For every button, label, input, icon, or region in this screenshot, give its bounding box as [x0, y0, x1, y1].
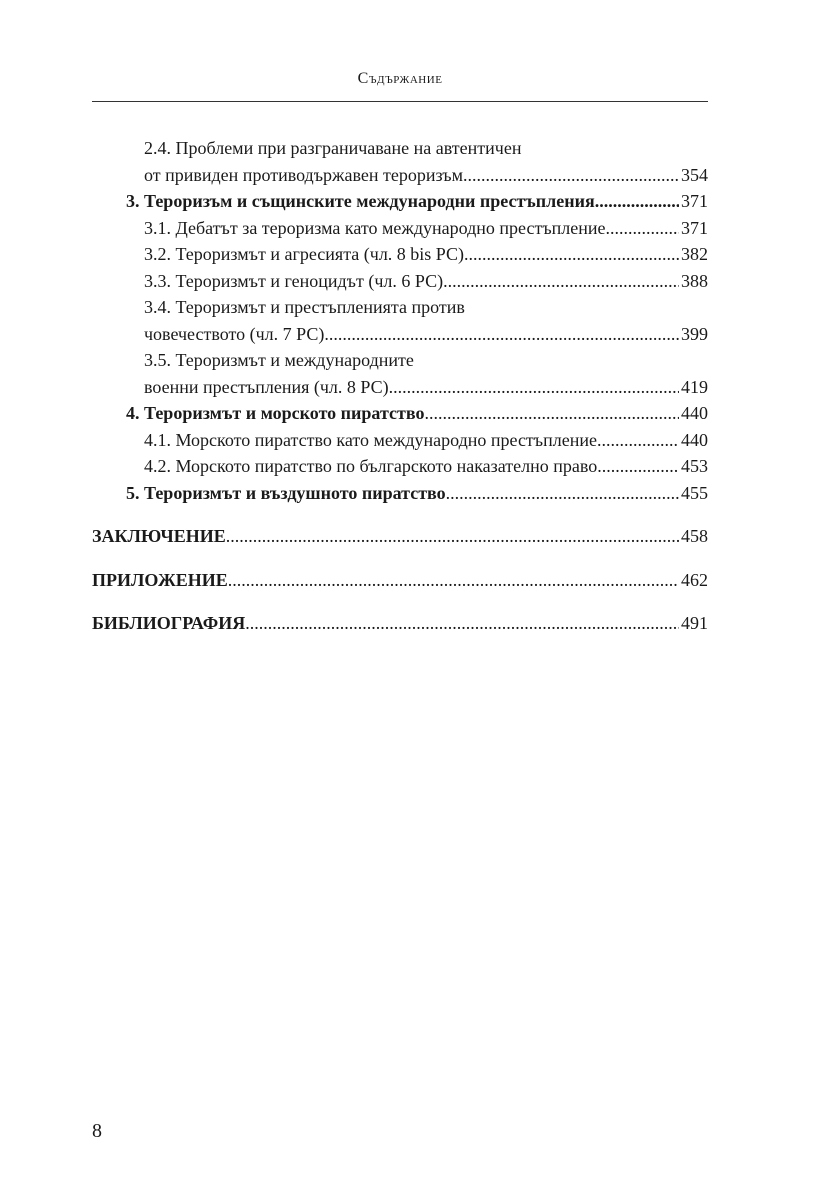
toc-entry-appendix[interactable] [92, 570, 708, 597]
toc-entry-text: 4.2. Морското пиратство по българското наказателно право [144, 456, 598, 476]
toc-entry-3-1[interactable] [92, 218, 708, 245]
page-number: 8 [92, 1120, 102, 1142]
dot-leader [226, 526, 679, 547]
toc-entry-3-3[interactable] [92, 271, 708, 298]
toc-entry-text: 3.3. Тероризмът и геноцидът (чл. 6 РС) [144, 270, 444, 291]
dot-leader [595, 191, 679, 212]
toc-entry-4-1[interactable] [92, 430, 708, 457]
toc-entry-text: БИБЛИОГРАФИЯ [92, 613, 246, 633]
toc-entry-2-4-line2[interactable] [92, 165, 708, 192]
toc-page-number: 453 [681, 456, 708, 476]
toc-entry-text: човечеството (чл. 7 РС) [144, 323, 325, 344]
toc-entry-3-4-line1 [92, 297, 708, 324]
dot-leader [446, 483, 679, 504]
toc-page-number: 419 [681, 376, 708, 397]
toc-page-number: 371 [681, 217, 708, 238]
toc-entry-3-5-line2[interactable] [92, 377, 708, 404]
toc-entry-3-5-line1 [92, 350, 708, 377]
toc-entry-2-4-line1 [92, 138, 708, 165]
toc-page-number: 455 [681, 482, 708, 503]
toc-page-number: 440 [681, 429, 708, 450]
dot-leader [424, 403, 679, 424]
toc-entry-text: 3.1. Дебатът за тероризма като международно престъпление [144, 217, 606, 238]
table-of-contents [92, 138, 708, 640]
toc-entry-text: 2.4. Проблеми при разграничаване на автентичен [144, 138, 522, 158]
toc-entry-text: 3. Тероризъм и същинските международни престъпления [126, 191, 595, 211]
toc-page-number: 458 [681, 526, 708, 546]
toc-entry-text: военни престъпления (чл. 8 РС) [144, 376, 389, 397]
toc-entry-bibliography[interactable] [92, 613, 708, 640]
dot-leader [245, 613, 679, 634]
dot-leader [464, 244, 679, 265]
toc-entry-text: 3.2. Тероризмът и агресията (чл. 8 bis РС) [144, 244, 465, 264]
dot-leader [228, 570, 679, 591]
dot-leader [606, 218, 680, 239]
toc-entry-text: от привиден противодържавен тероризъм [144, 164, 463, 185]
toc-page-number: 354 [681, 164, 708, 185]
toc-entry-3-2[interactable] [92, 244, 708, 271]
toc-entry-text: 3.4. Тероризмът и престъпленията против [144, 297, 465, 317]
toc-page-number: 388 [681, 270, 708, 291]
toc-entry-3-4-line2[interactable] [92, 324, 708, 351]
toc-entry-text: 4. Тероризмът и морското пиратство [126, 403, 425, 423]
dot-leader [443, 271, 679, 292]
toc-entry-4-2[interactable] [92, 456, 708, 483]
toc-entry-text: ПРИЛОЖЕНИЕ [92, 569, 228, 590]
toc-page-number: 399 [681, 323, 708, 344]
toc-page-number: 440 [681, 403, 708, 423]
dot-leader [597, 430, 679, 451]
header-rule [92, 101, 708, 102]
toc-page-number: 491 [681, 613, 708, 633]
toc-page-number: 382 [681, 244, 708, 264]
toc-entry-conclusion[interactable] [92, 526, 708, 553]
toc-entry-5[interactable] [92, 483, 708, 510]
running-head: Съдържание [357, 70, 443, 87]
dot-leader [597, 456, 679, 477]
toc-entry-4[interactable] [92, 403, 708, 430]
dot-leader [463, 165, 679, 186]
toc-entry-3[interactable] [92, 191, 708, 218]
dot-leader [324, 324, 679, 345]
dot-leader [389, 377, 679, 398]
toc-entry-text: ЗАКЛЮЧЕНИЕ [92, 526, 226, 546]
toc-entry-text: 3.5. Тероризмът и международните [144, 350, 414, 370]
toc-entry-text: 4.1. Морското пиратство като международно престъпление [144, 429, 597, 450]
toc-page-number: 371 [681, 191, 708, 211]
toc-entry-text: 5. Тероризмът и въздушното пиратство [126, 482, 446, 503]
toc-page-number: 462 [681, 569, 708, 590]
